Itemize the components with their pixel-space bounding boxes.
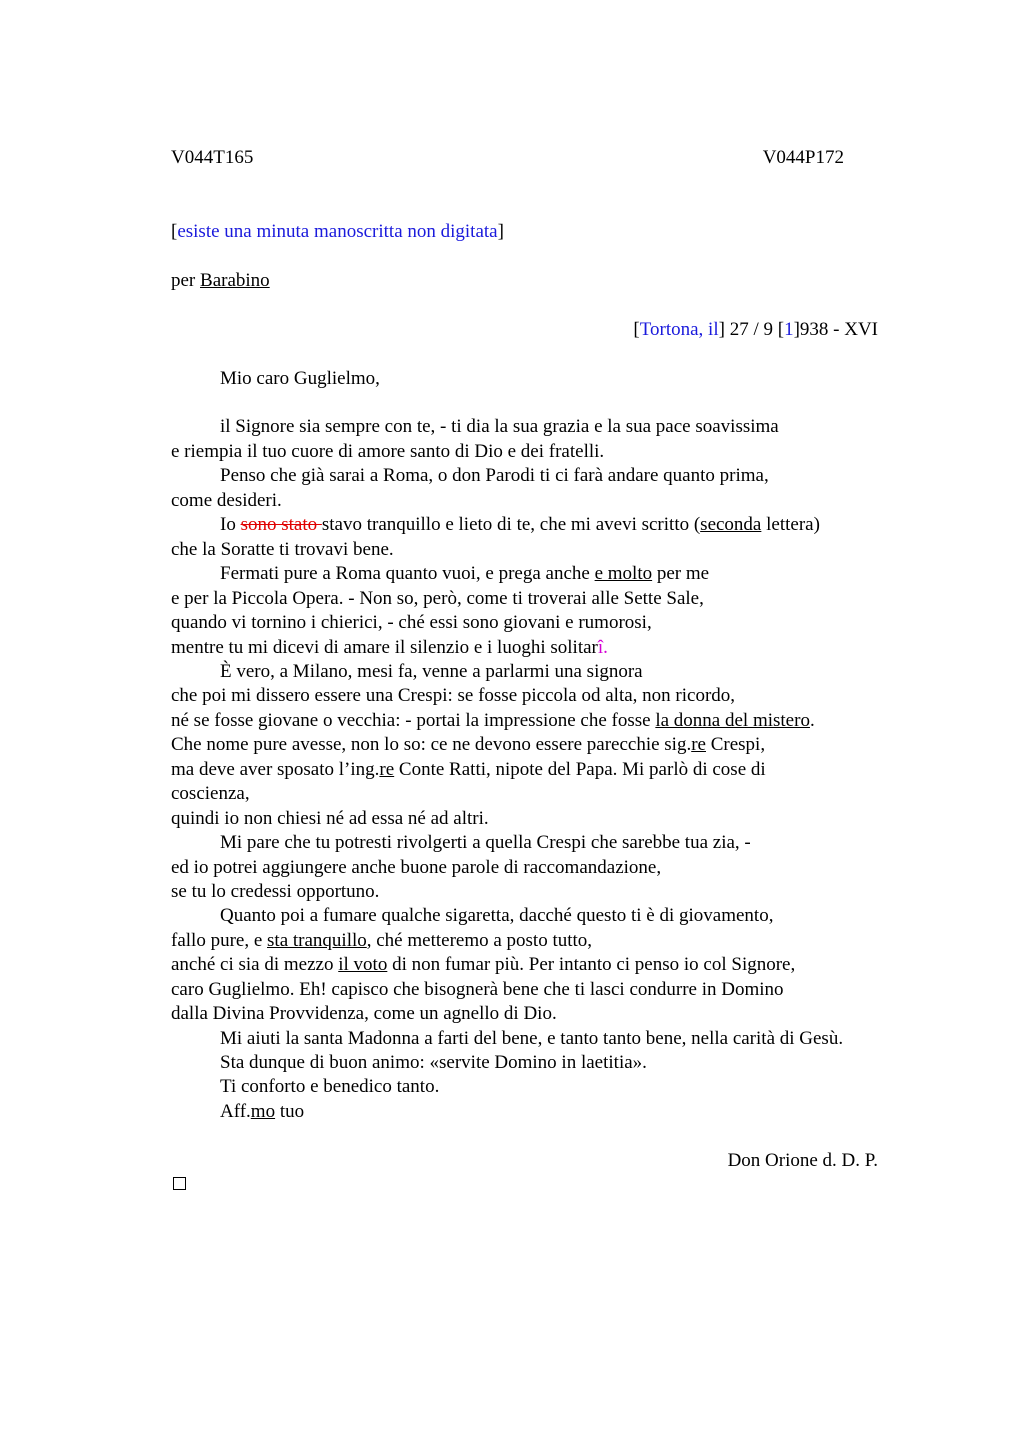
- body-line: dalla Divina Provvidenza, come un agnello di Dio.: [171, 1003, 557, 1024]
- body-line: Io sono stato stavo tranquillo e lieto di te, che mi avevi scritto (seconda lettera): [220, 514, 820, 535]
- body-line: e per la Piccola Opera. - Non so, però, come ti troverai alle Sette Sale,: [171, 588, 704, 609]
- body-line: come desideri.: [171, 490, 282, 511]
- body-line: se tu lo credessi opportuno.: [171, 881, 380, 902]
- signature: Don Orione d. D. P.: [727, 1150, 878, 1171]
- body-line: Quanto poi a fumare qualche sigaretta, dacché questo ti è di giovamento,: [220, 905, 774, 926]
- recipient-name: Barabino: [200, 270, 270, 291]
- body-line: ed io potrei aggiungere anche buone parole di raccomandazione,: [171, 857, 662, 878]
- letter-date: [Tortona, il] 27 / 9 [1]938 - XVI: [633, 319, 878, 340]
- body-line: ma deve aver sposato l’ing.re Conte Ratti, nipote del Papa. Mi parlò di cose di: [171, 759, 766, 780]
- body-line: Mi aiuti la santa Madonna a farti del bene, e tanto tanto bene, nella carità di Gesù.: [220, 1028, 844, 1049]
- body-line: Mi pare che tu potresti rivolgerti a quella Crespi che sarebbe tua zia, -: [220, 832, 751, 853]
- body-line: e riempia il tuo cuore di amore santo di Dio e dei fratelli.: [171, 441, 605, 462]
- body-line: il Signore sia sempre con te, - ti dia la sua grazia e la sua pace soavissima: [220, 416, 779, 437]
- volume-page-code: V044P172: [762, 147, 844, 168]
- body-line: fallo pure, e sta tranquillo, ché metteremo a posto tutto,: [171, 930, 593, 951]
- body-line: Ti conforto e benedico tanto.: [220, 1076, 440, 1097]
- body-line: Che nome pure avesse, non lo so: ce ne devono essere parecchie sig.re Crespi,: [171, 734, 766, 755]
- recipient-line: per Barabino: [171, 270, 270, 291]
- salutation: Mio caro Guglielmo,: [220, 368, 380, 389]
- body-line: È vero, a Milano, mesi fa, venne a parlarmi una signora: [220, 661, 643, 682]
- struck-text: sono stato: [240, 514, 322, 535]
- body-line: quindi io non chiesi né ad essa né ad altri.: [171, 808, 489, 829]
- body-line: quando vi tornino i chierici, - ché essi sono giovani e rumorosi,: [171, 612, 652, 633]
- body-line: anché ci sia di mezzo il voto di non fumar più. Per intanto ci penso io col Signore,: [171, 954, 796, 975]
- closing-line: Aff.mo tuo: [220, 1101, 305, 1122]
- body-line: Penso che già sarai a Roma, o don Parodi ti ci farà andare quanto prima,: [220, 465, 769, 486]
- body-line: caro Guglielmo. Eh! capisco che bisognerà bene che ti lasci condurre in Domino: [171, 979, 784, 1000]
- body-line: né se fosse giovane o vecchia: - portai la impressione che fosse la donna del mistero.: [171, 710, 815, 731]
- volume-text-code: V044T165: [171, 147, 254, 168]
- body-line: Fermati pure a Roma quanto vuoi, e prega anche e molto per me: [220, 563, 710, 584]
- editorial-note-text: esiste una minuta manoscritta non digitata: [177, 221, 498, 242]
- body-line: mentre tu mi dicevi di amare il silenzio e i luoghi solitarî.: [171, 637, 608, 658]
- body-line: coscienza,: [171, 783, 250, 804]
- body-line: che la Soratte ti trovavi bene.: [171, 539, 394, 560]
- body-line: che poi mi dissero essere una Crespi: se fosse piccola od alta, non ricordo,: [171, 685, 736, 706]
- body-line: Sta dunque di buon animo: «servite Domino in laetitia».: [220, 1052, 647, 1073]
- editorial-note: [esiste una minuta manoscritta non digitata]: [171, 221, 504, 242]
- square-outline-icon: [173, 1177, 186, 1190]
